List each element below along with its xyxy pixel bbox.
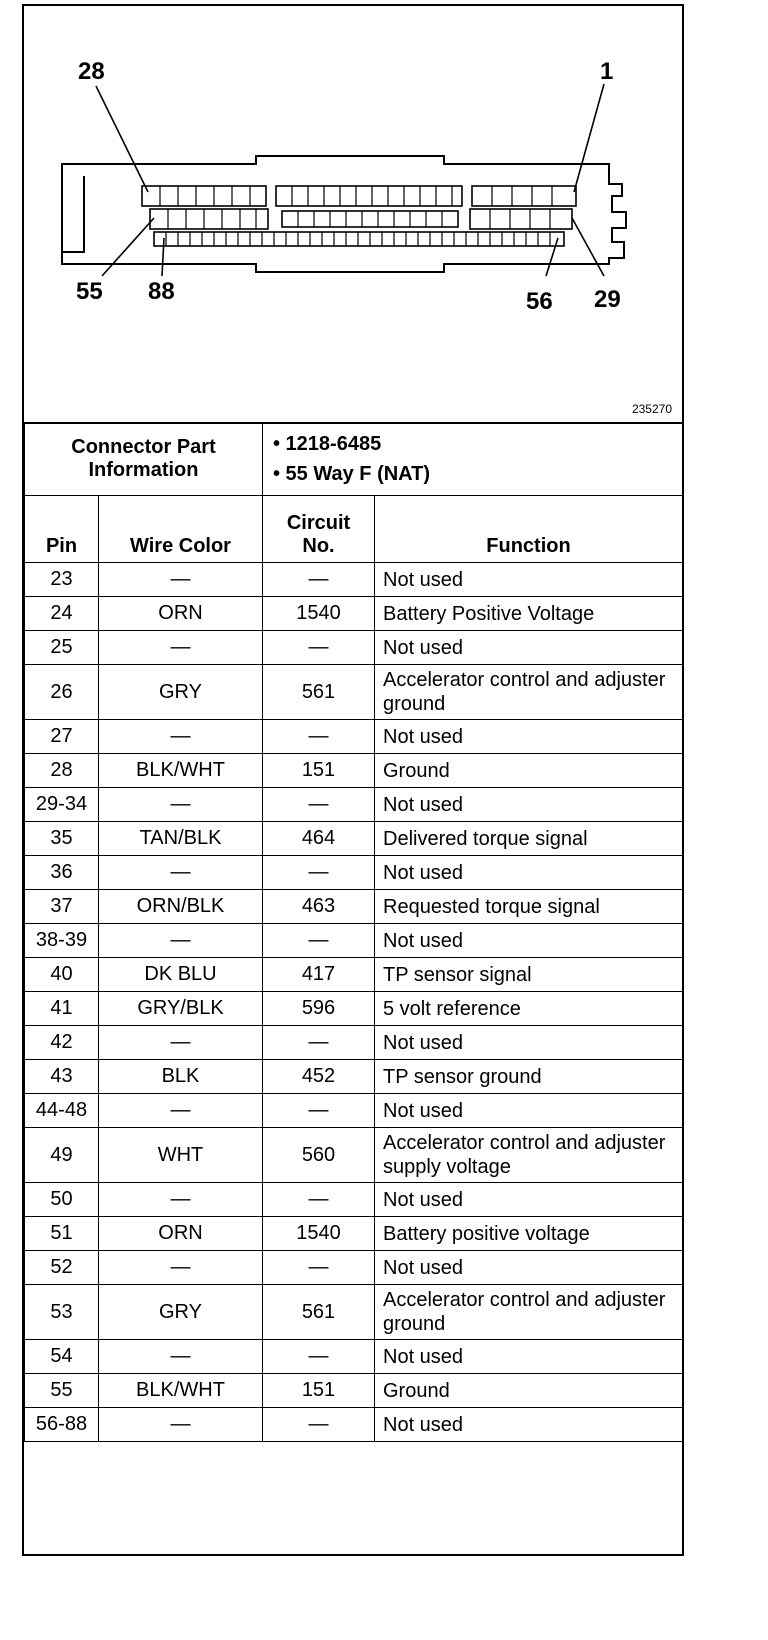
- table-row: [25, 631, 683, 665]
- circuit-cell: —: [263, 1026, 375, 1060]
- connector-info-values: [263, 423, 683, 496]
- wire-color-cell: ORN: [99, 597, 263, 631]
- header-wire-color: Wire Color: [99, 496, 263, 563]
- table-row: [25, 1340, 683, 1374]
- function-cell: Battery Positive Voltage: [375, 597, 683, 631]
- table-row: [25, 822, 683, 856]
- callout-29: 29: [594, 286, 621, 313]
- pin-cell: 35: [25, 822, 99, 856]
- table-row: [25, 754, 683, 788]
- callout-28: 28: [78, 58, 105, 85]
- circuit-cell: 596: [263, 992, 375, 1026]
- circuit-cell: 452: [263, 1060, 375, 1094]
- circuit-cell: 417: [263, 958, 375, 992]
- header-circuit-line1: Circuit: [286, 512, 351, 534]
- wire-color-cell: —: [99, 720, 263, 754]
- function-cell: Not used: [375, 1408, 683, 1442]
- figure-number: 235270: [631, 402, 672, 416]
- column-header-row: [25, 496, 683, 563]
- header-function: Function: [375, 496, 683, 563]
- pin-cell: 43: [25, 1060, 99, 1094]
- function-cell: Not used: [375, 1026, 683, 1060]
- table-row: [25, 1094, 683, 1128]
- wire-color-cell: GRY: [99, 665, 263, 720]
- function-cell: Battery positive voltage: [375, 1217, 683, 1251]
- connector-sheet: [22, 4, 684, 1556]
- circuit-cell: 464: [263, 822, 375, 856]
- table-row: [25, 1217, 683, 1251]
- callout-55: 55: [76, 278, 103, 305]
- pin-cell: 36: [25, 856, 99, 890]
- table-row: [25, 1374, 683, 1408]
- pin-cell: 38-39: [25, 924, 99, 958]
- pin-cell: 26: [25, 665, 99, 720]
- function-cell: Accelerator control and adjuster ground: [375, 1285, 683, 1340]
- wire-color-cell: —: [99, 1251, 263, 1285]
- wire-color-cell: —: [99, 1026, 263, 1060]
- pin-cell: 23: [25, 563, 99, 597]
- function-cell: Not used: [375, 1094, 683, 1128]
- table-row: [25, 788, 683, 822]
- function-cell: Requested torque signal: [375, 890, 683, 924]
- table-row: [25, 1285, 683, 1340]
- function-cell: Not used: [375, 720, 683, 754]
- pin-cell: 40: [25, 958, 99, 992]
- wire-color-cell: —: [99, 1094, 263, 1128]
- callout-56: 56: [526, 288, 553, 315]
- function-cell: 5 volt reference: [375, 992, 683, 1026]
- pin-cell: 42: [25, 1026, 99, 1060]
- circuit-cell: —: [263, 631, 375, 665]
- header-circuit-line2: No.: [302, 535, 335, 557]
- wire-color-cell: —: [99, 856, 263, 890]
- table-row: [25, 1128, 683, 1183]
- function-cell: Ground: [375, 754, 683, 788]
- table-row: [25, 958, 683, 992]
- wire-color-cell: —: [99, 1408, 263, 1442]
- function-cell: Not used: [375, 631, 683, 665]
- header-pin: Pin: [25, 496, 99, 563]
- wire-color-cell: —: [99, 788, 263, 822]
- pin-cell: 27: [25, 720, 99, 754]
- wire-color-cell: —: [99, 1183, 263, 1217]
- connector-diagram: [24, 6, 682, 424]
- circuit-cell: 561: [263, 665, 375, 720]
- callout-88: 88: [148, 278, 175, 305]
- connector-info-label-line1: Connector Part: [71, 436, 216, 458]
- table-row: [25, 890, 683, 924]
- function-cell: Not used: [375, 856, 683, 890]
- circuit-cell: 561: [263, 1285, 375, 1340]
- header-circuit: [263, 496, 375, 563]
- part-number: • 1218-6485: [273, 433, 382, 455]
- pin-cell: 51: [25, 1217, 99, 1251]
- circuit-cell: —: [263, 563, 375, 597]
- function-cell: TP sensor ground: [375, 1060, 683, 1094]
- function-cell: Not used: [375, 1183, 683, 1217]
- circuit-cell: —: [263, 924, 375, 958]
- pinout-table: [24, 422, 683, 1442]
- circuit-cell: 1540: [263, 1217, 375, 1251]
- circuit-cell: —: [263, 788, 375, 822]
- pin-cell: 25: [25, 631, 99, 665]
- table-row: [25, 1408, 683, 1442]
- function-cell: Delivered torque signal: [375, 822, 683, 856]
- connector-drawing: [24, 6, 682, 422]
- wire-color-cell: —: [99, 563, 263, 597]
- wire-color-cell: GRY: [99, 1285, 263, 1340]
- circuit-cell: —: [263, 1408, 375, 1442]
- table-row: [25, 1060, 683, 1094]
- wire-color-cell: ORN/BLK: [99, 890, 263, 924]
- table-row: [25, 1183, 683, 1217]
- pin-cell: 29-34: [25, 788, 99, 822]
- pin-cell: 55: [25, 1374, 99, 1408]
- function-cell: Not used: [375, 788, 683, 822]
- function-cell: Not used: [375, 1340, 683, 1374]
- callout-1: 1: [600, 58, 614, 85]
- wire-color-cell: ORN: [99, 1217, 263, 1251]
- pin-cell: 37: [25, 890, 99, 924]
- pin-cell: 28: [25, 754, 99, 788]
- pin-cell: 56-88: [25, 1408, 99, 1442]
- circuit-cell: —: [263, 1183, 375, 1217]
- pin-cell: 44-48: [25, 1094, 99, 1128]
- wire-color-cell: GRY/BLK: [99, 992, 263, 1026]
- circuit-cell: —: [263, 1094, 375, 1128]
- connector-type: • 55 Way F (NAT): [273, 463, 431, 485]
- wire-color-cell: BLK/WHT: [99, 754, 263, 788]
- circuit-cell: —: [263, 856, 375, 890]
- function-cell: Ground: [375, 1374, 683, 1408]
- wire-color-cell: —: [99, 631, 263, 665]
- table-row: [25, 720, 683, 754]
- function-cell: TP sensor signal: [375, 958, 683, 992]
- pin-cell: 52: [25, 1251, 99, 1285]
- table-row: [25, 856, 683, 890]
- pin-cell: 53: [25, 1285, 99, 1340]
- wire-color-cell: DK BLU: [99, 958, 263, 992]
- pin-cell: 24: [25, 597, 99, 631]
- table-row: [25, 563, 683, 597]
- function-cell: Accelerator control and adjuster supply voltage: [375, 1128, 683, 1183]
- pin-cell: 50: [25, 1183, 99, 1217]
- circuit-cell: 560: [263, 1128, 375, 1183]
- circuit-cell: 463: [263, 890, 375, 924]
- function-cell: Not used: [375, 1251, 683, 1285]
- connector-info-label-line2: Information: [88, 459, 199, 481]
- wire-color-cell: BLK: [99, 1060, 263, 1094]
- pin-cell: 41: [25, 992, 99, 1026]
- pin-cell: 54: [25, 1340, 99, 1374]
- circuit-cell: —: [263, 1340, 375, 1374]
- pin-cell: 49: [25, 1128, 99, 1183]
- pin-rows: [25, 563, 683, 1442]
- wire-color-cell: BLK/WHT: [99, 1374, 263, 1408]
- connector-info-row: [25, 423, 683, 496]
- function-cell: Not used: [375, 563, 683, 597]
- function-cell: Accelerator control and adjuster ground: [375, 665, 683, 720]
- wire-color-cell: —: [99, 924, 263, 958]
- circuit-cell: 1540: [263, 597, 375, 631]
- wire-color-cell: —: [99, 1340, 263, 1374]
- table-row: [25, 665, 683, 720]
- circuit-cell: —: [263, 1251, 375, 1285]
- circuit-cell: 151: [263, 754, 375, 788]
- connector-info-label: [25, 423, 263, 496]
- table-row: [25, 597, 683, 631]
- table-row: [25, 992, 683, 1026]
- circuit-cell: 151: [263, 1374, 375, 1408]
- table-row: [25, 924, 683, 958]
- circuit-cell: —: [263, 720, 375, 754]
- table-row: [25, 1026, 683, 1060]
- wire-color-cell: WHT: [99, 1128, 263, 1183]
- function-cell: Not used: [375, 924, 683, 958]
- table-row: [25, 1251, 683, 1285]
- wire-color-cell: TAN/BLK: [99, 822, 263, 856]
